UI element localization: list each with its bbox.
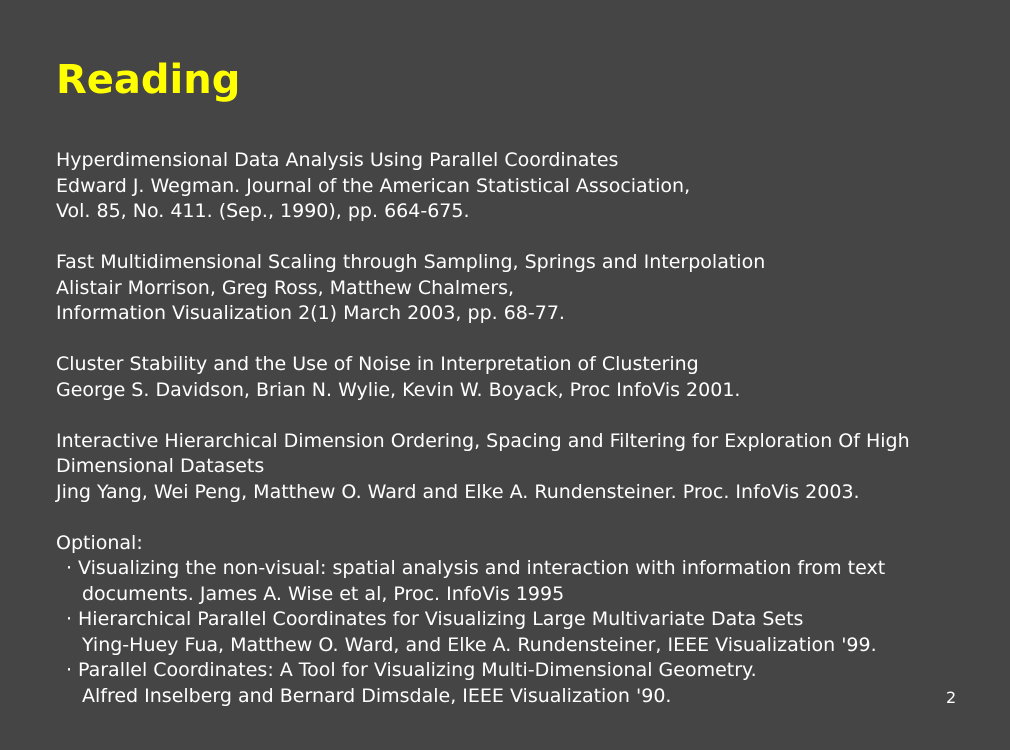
optional-section xyxy=(56,531,996,710)
reference-yang xyxy=(56,429,996,506)
optional-heading: Optional: xyxy=(56,531,143,554)
reference-authors: Edward J. Wegman. Journal of the American Statistical Association, xyxy=(56,174,691,197)
reference-venue: Vol. 85, No. 411. (Sep., 1990), pp. 664-675. xyxy=(56,200,470,222)
optional-item-fua xyxy=(56,607,996,658)
reference-title-continued: Dimensional Datasets xyxy=(56,455,265,477)
reference-title: Interactive Hierarchical Dimension Ordering, Spacing and Filtering for Exploration Of High xyxy=(56,429,910,452)
optional-item-citation: Alfred Inselberg and Bernard Dimsdale, IEEE Visualization '90. xyxy=(82,684,672,707)
reference-title: Hyperdimensional Data Analysis Using Parallel Coordinates xyxy=(56,149,619,171)
reference-venue: Information Visualization 2(1) March 2003, pp. 68-77. xyxy=(56,302,565,324)
bullet-icon: · xyxy=(65,608,73,630)
reference-title: Cluster Stability and the Use of Noise in Interpretation of Clustering xyxy=(56,353,699,375)
bullet-icon: · xyxy=(65,557,73,579)
page-number: 2 xyxy=(946,688,957,707)
optional-item-title: Parallel Coordinates: A Tool for Visualizing Multi-Dimensional Geometry. xyxy=(78,659,757,681)
reference-davidson xyxy=(56,352,996,403)
reading-list xyxy=(56,148,996,709)
reference-title: Fast Multidimensional Scaling through Sampling, Springs and Interpolation xyxy=(56,251,766,273)
reference-wegman xyxy=(56,148,996,225)
reference-authors: George S. Davidson, Brian N. Wylie, Kevin W. Boyack, Proc InfoVis 2001. xyxy=(56,378,741,401)
optional-item-wise xyxy=(56,556,996,607)
optional-item-citation: Ying-Huey Fua, Matthew O. Ward, and Elke A. Rundensteiner, IEEE Visualization '99. xyxy=(82,633,877,656)
reference-authors: Alistair Morrison, Greg Ross, Matthew Chalmers, xyxy=(56,276,515,299)
optional-item-inselberg xyxy=(56,658,996,709)
bullet-icon: · xyxy=(65,659,73,681)
optional-item-citation: documents. James A. Wise et al, Proc. InfoVis 1995 xyxy=(82,582,565,605)
reference-authors: Jing Yang, Wei Peng, Matthew O. Ward and Elke A. Rundensteiner. Proc. InfoVis 2003. xyxy=(56,480,860,503)
optional-item-title: Visualizing the non-visual: spatial analysis and interaction with information from text xyxy=(78,557,886,579)
slide-title: Reading xyxy=(56,57,241,103)
reference-morrison xyxy=(56,250,996,327)
optional-item-title: Hierarchical Parallel Coordinates for Visualizing Large Multivariate Data Sets xyxy=(78,608,804,630)
